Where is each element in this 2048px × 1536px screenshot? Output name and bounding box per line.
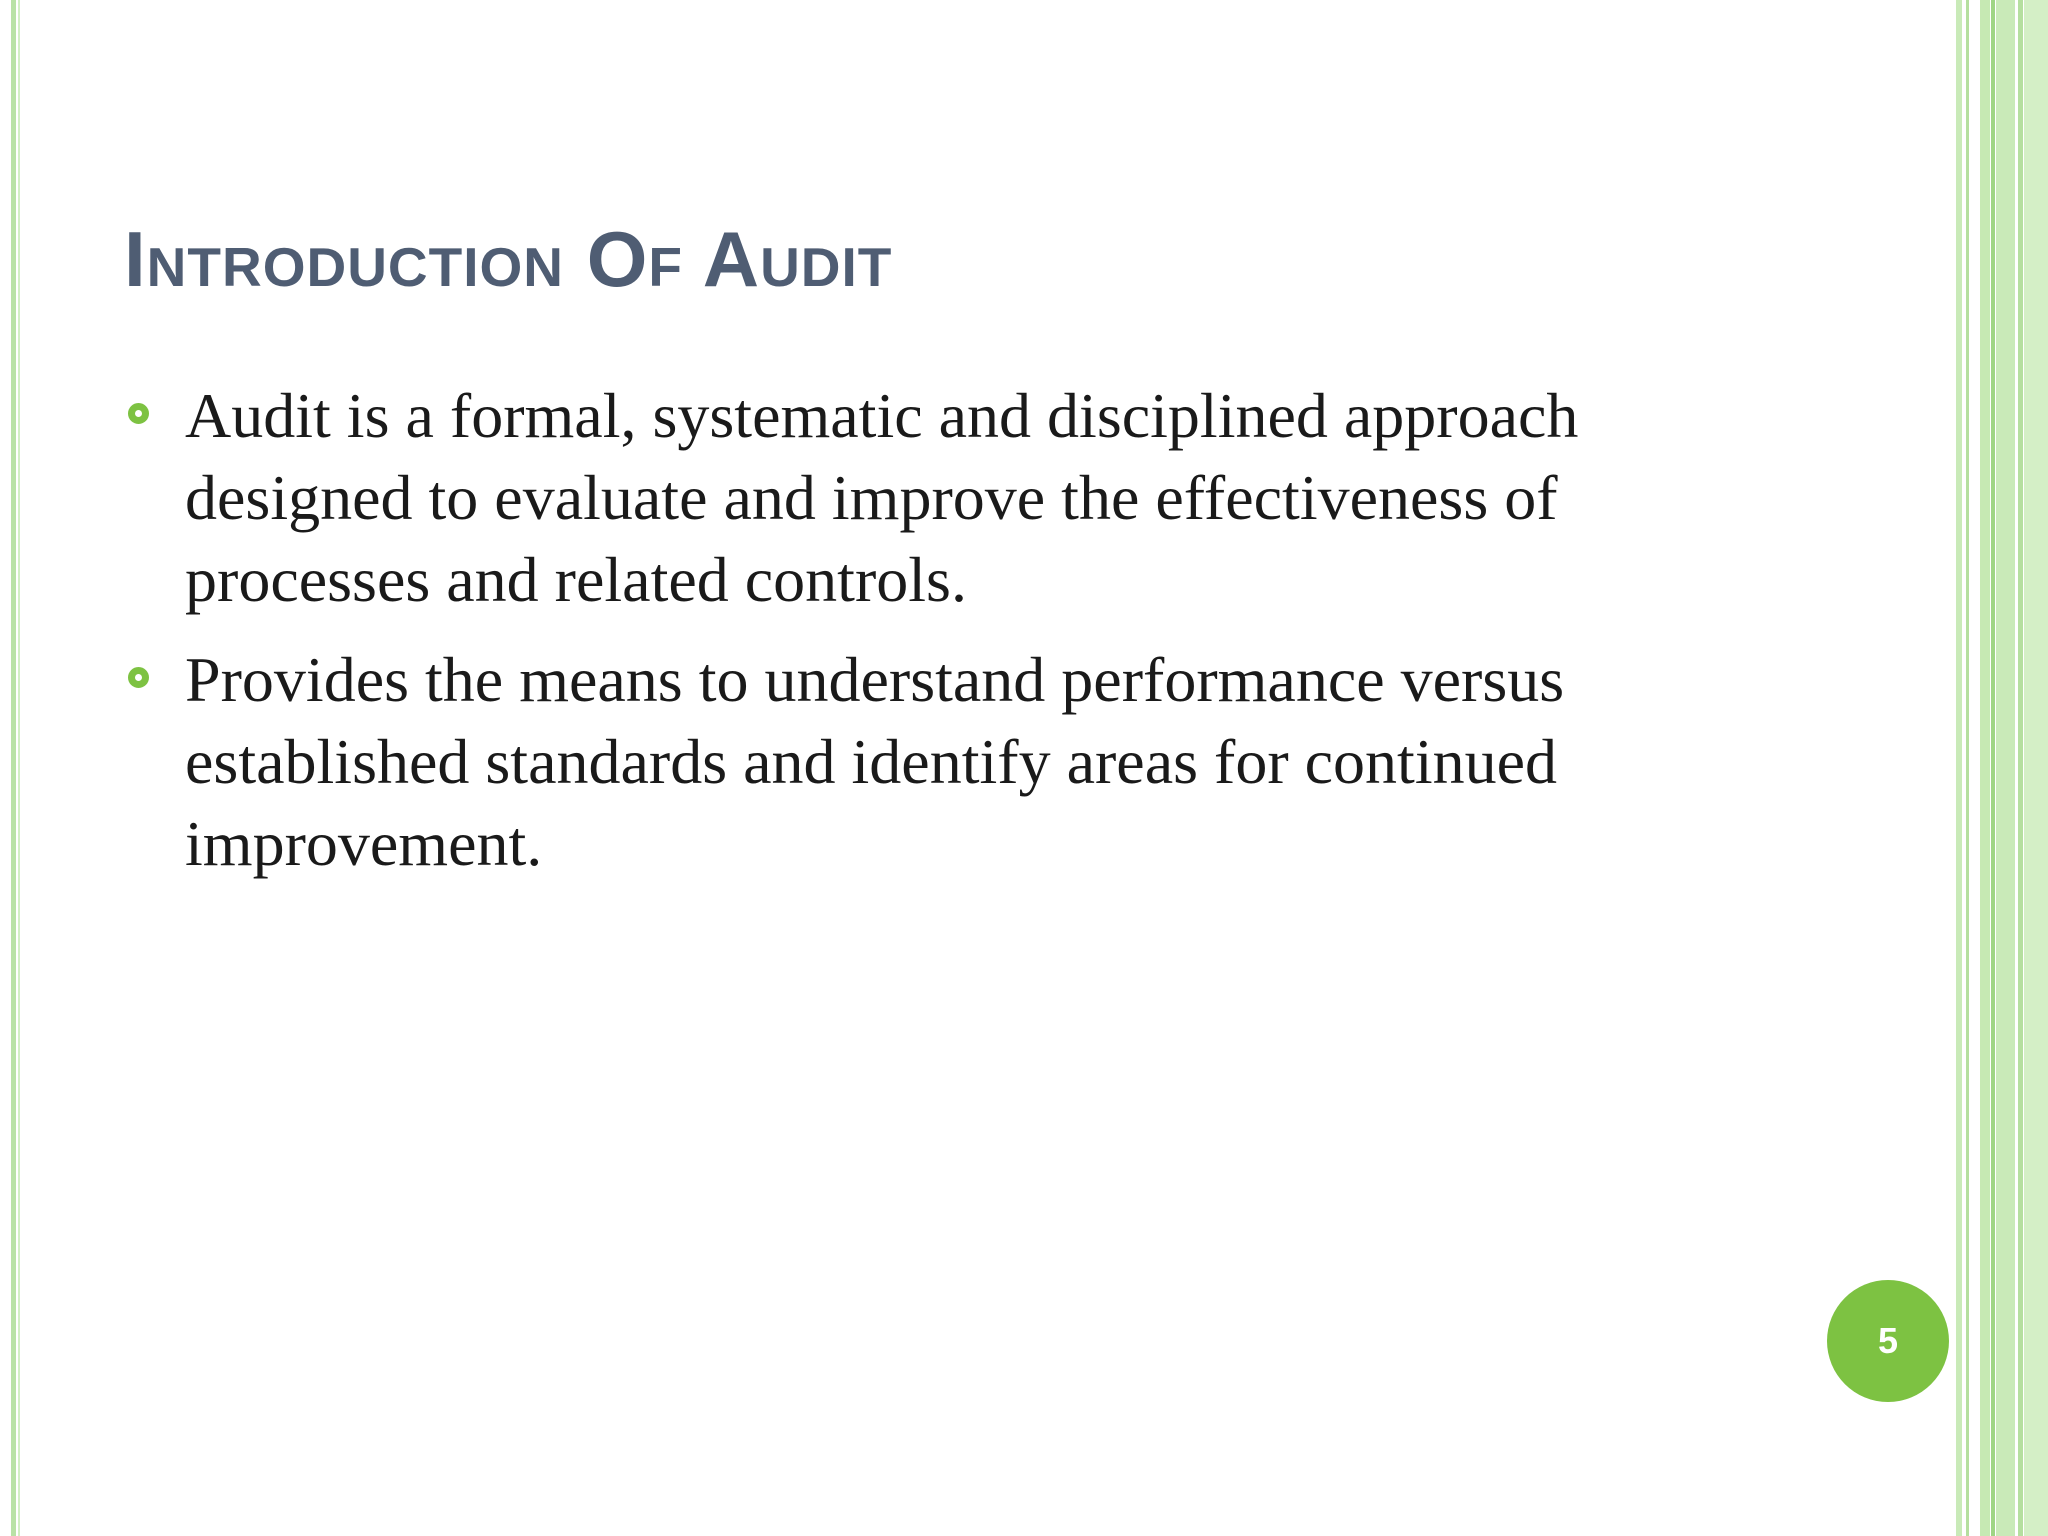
slide-title: Introduction Of Audit xyxy=(124,215,893,303)
bullet-text: Provides the means to understand performance versus established standards and identify areas for continued improvement. xyxy=(185,644,1565,879)
right-border-stripe xyxy=(1966,0,1969,1536)
bullet-list xyxy=(124,375,1684,903)
bullet-text: Audit is a formal, systematic and disciplined approach designed to evaluate and improve the effectiveness of processes and related controls. xyxy=(185,380,1579,615)
right-border-stripe xyxy=(2024,0,2048,1536)
right-border-stripe xyxy=(1956,0,1962,1536)
right-border-stripe xyxy=(1996,0,2015,1536)
hollow-circle-bullet-icon xyxy=(128,403,149,424)
right-border-stripe xyxy=(2018,0,2023,1536)
hollow-circle-bullet-icon xyxy=(128,667,149,688)
bullet-item xyxy=(124,375,1684,621)
left-border-stripe xyxy=(18,0,20,1536)
right-border-stripe xyxy=(1980,0,1990,1536)
left-border-stripe xyxy=(11,0,16,1536)
bullet-item xyxy=(124,639,1684,885)
page-number-badge: 5 xyxy=(1827,1280,1949,1402)
right-border-stripe xyxy=(1991,0,1995,1536)
